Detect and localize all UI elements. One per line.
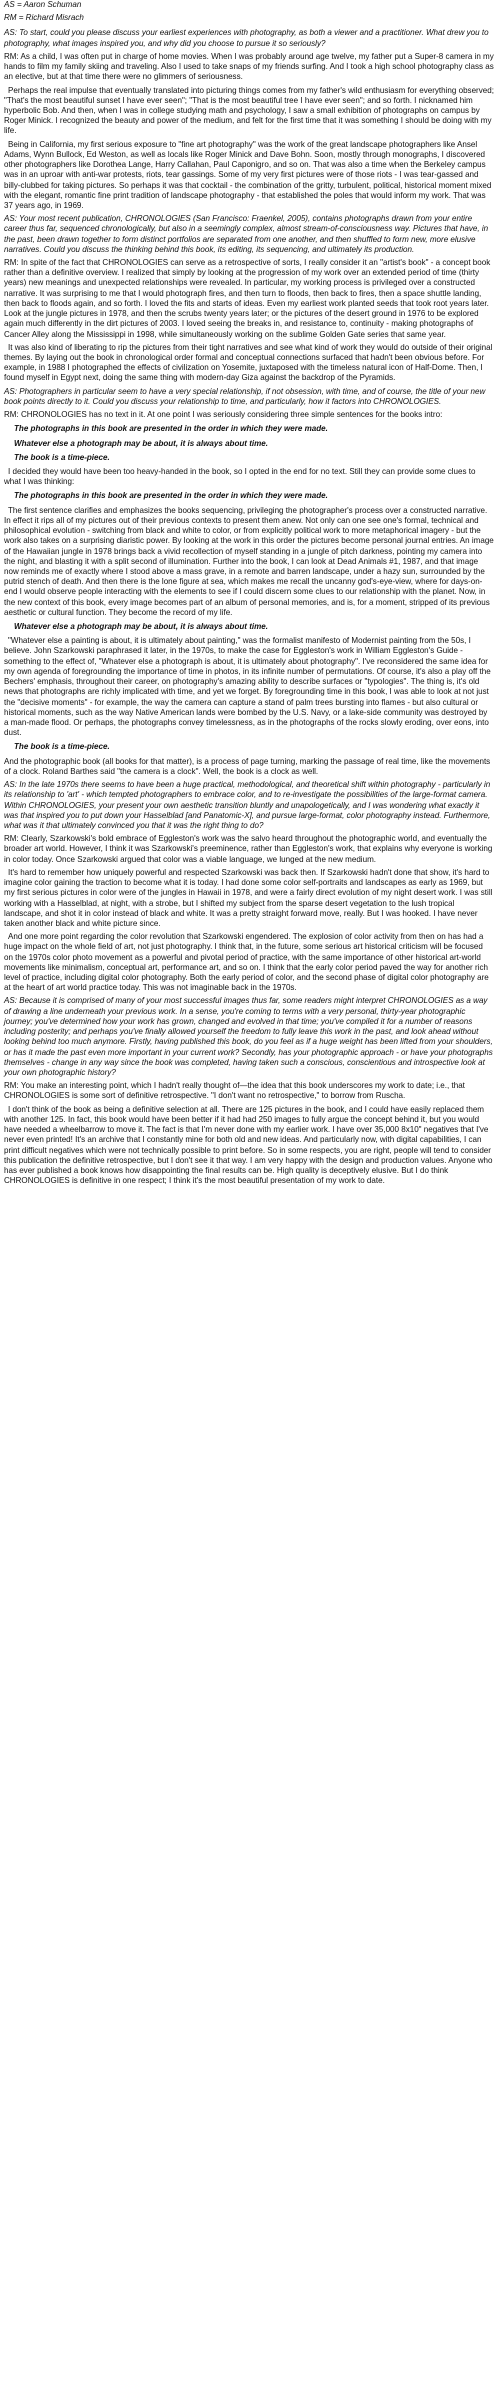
answer-paragraph: Perhaps the real impulse that eventually translated into picturing things comes from my father's wild enthusiasm for everything observed; "That's the most beautiful sunset I have ever seen"; "That is the most beautiful tree I have ever seen"; and so forth. I nicknamed him hyperbolic Bob. And then, when I was in college studying math and psychology, I saw a small exhibition of photographs on campus by Roger Minick. I recognized the beauty and power of the medium, and felt for the first time that it was something I should be doing with my life.	[4, 85, 494, 136]
quoted-statement: Whatever else a photograph may be about, it is always about time.	[14, 438, 268, 448]
quoted-statement: Whatever else a photograph may be about, it is always about time.	[14, 622, 268, 632]
answer-paragraph: RM: CHRONOLOGIES has no text in it. At one point I was seriously considering three simple sentences for the books intro:	[4, 410, 443, 420]
answer-paragraph: It's hard to remember how uniquely powerful and respected Szarkowski was back then. If Szarkowski hadn't done that show, it's hard to imagine color gaining the traction to become what it is today. I had done some color self-portraits and landscapes as early as 1969, but my first serious pictures in color were of the jungles in Hawaii in 1978, and were a fairly direct evolution of my night desert work. I was still working with a Hasselblad, at night, with a strobe, but I shifted my subject from the sparse desert vegetation to the lush tropical landscape, and shot it in color instead of black and white. It was a pretty straight forward move, really. But I was hooked. I have never taken another black and white picture since.	[4, 867, 493, 928]
interviewer-question: AS: Photographers in particular seem to have a very special relationship, if not obsession, with time, and of course, the title of your new book points directly to it. Could you discuss your relationship to time, and particularly, how it factors into CHRONOLOGIES.	[4, 386, 486, 406]
interview-body	[4, 28, 494, 1186]
answer-paragraph: And one more point regarding the color revolution that Szarkowski engendered. The explosion of color activity from then on has had a huge impact on the whole field of art, not just photography. I think that, in the future, some serious art historical criticism will be focused on the 1970s color photo movement as a powerful and pivotal period of practice, with the same importance of other historical art-world movements like minimalism, conceptual art, performance art, and so on. I think that the early color period paved the way for another rich level of practice, including digital color photography. Both the early period of color, and the second phase of digital color photography are at the heart of art world practice today. This was not imaginable back in the 1970s.	[4, 932, 489, 993]
quoted-statement: The photographs in this book are presented in the order in which they were made.	[14, 424, 328, 434]
answer-paragraph: RM: As a child, I was often put in charge of home movies. When I was probably around age twelve, my father put a Super-8 camera in my hands to film my family skiing and traveling. Also I used to take snaps of my friends surfing. And I took a high school photography class as an elective, but at that time there were no glimmers of seriousness.	[4, 51, 494, 82]
answer-paragraph: RM: In spite of the fact that CHRONOLOGIES can serve as a retrospective of sorts, I really consider it an "artist's book" - a concept book rather than a definitive overview. I realized that simply by looking at the progression of my work over an extended period of time (thirty years) new meanings and unexpected relationships were revealed. In particular, my working process is privileged over a constructed narrative. It was surprising to me that I would photograph fires, and then turn to floods, then back to fires, then a space shuttle landing, then back to floods again, and so forth. I loved the fits and starts of ideas. Even my earliest work planted seeds that took root years later. Look at the jungle pictures in 1978, and then the scrubs twenty years later; or the pictures of the desert ground in 1976 to be explored again much differently in the dirt pictures of 2003. I loved seeing the breaks in, and resistance to, continuity - making photographs of Cancer Alley along the Mississippi in 1998, while simultaneously working on the sublime Golden Gate series that same year.	[4, 258, 491, 339]
interviewer-question: AS: Your most recent publication, CHRONOLOGIES (San Francisco: Fraenkel, 2005), contains photographs drawn from your entire career thus far, sequenced chronologically, but also in a seemingly complex, almost stream-of-consciousness way. Pictures that have, in the past, been drawn together to form distinct portfolios are separated from one another, and then shuffled to form new, more elusive narratives. Could you discuss the thinking behind this book, its editing, its sequencing, and ultimately its production.	[4, 214, 489, 254]
interview-document	[0, 0, 500, 1195]
speaker-key-aaron-schuman: AS = Aaron Schuman	[4, 0, 82, 9]
answer-paragraph: "Whatever else a painting is about, it is ultimately about painting," was the formalist manifesto of Modernist painting from the 50s, I believe. John Szarkowski paraphrased it later, in the 1970s, to make the case for Eggleston's work in William Eggleston's Guide - something to the effect of, "Whatever else a photograph is about, it is ultimately about photography". I've reconsidered the same idea for my own agenda of foregrounding the importance of time in photos, in its infinite number of permutations. Of course, it's also a play off the Bechers' emphasis, throughout their career, on photography's amazing ability to describe surfaces or "typologies". The thing is, it's old news that photographs are richly implicated with time, and yet we forget. By foregrounding time in this book, I was able to look at not just the "decisive moments" - for example, the way the camera can capture a stand of palm trees bursting into flames - but also cultural or historical moments, such as the way Native American lands were bombed by the U.S. Navy, or a lake-side community was destroyed by a man-made flood. Or perhaps, the photographs convey timelessness, as in the photographs of the rocks slowly eroding, over eons, into dust.	[4, 636, 491, 738]
interviewer-question: AS: Because it is comprised of many of your most successful images thus far, some readers might interpret CHRONOLOGIES as a way of drawing a line underneath your previous work. In a sense, you're coming to terms with a very personal, thirty-year photographic journey; you've determined how your work has grown, changed and evolved in that time; you've compiled it for a number of reasons including posterity; and perhaps you've finally allowed yourself the freedom to fully leave this work in the past, and look ahead without looking behind too much anymore. Firstly, having published this book, do you feel as if a huge weight has been lifted from your shoulders, or has it made the past even more important in your current work? Secondly, has your photographic approach - or have your photographs themselves - change in any way since the book was completed, having taken such a conscious, conscientious and introspective look at your own photographic history?	[4, 996, 493, 1077]
answer-paragraph: Being in California, my first serious exposure to "fine art photography" was the work of the great landscape photographers like Ansel Adams, Wynn Bullock, Ed Weston, as well as locals like Roger Minick and Dave Bohn. Soon, mostly through monographs, I discovered other photographers like Dorothea Lange, Harry Callahan, Paul Caponigro, and so on. That was also a time when the Berkeley campus was in an uproar with anti-war protests, riots, tear gassings. Some of my very first pictures were of those riots - I was tear-gassed and billy-clubbed for taking pictures. So perhaps it was that cocktail - the combination of the gritty, turbulent, political, historical moment mixed with the elegant, romantic fine print tradition of landscape photography - that established the poles that would inform my work. That was 37 years ago, in 1969.	[4, 139, 492, 210]
answer-paragraph: I decided they would have been too heavy-handed in the book, so I opted in the end for no text. Still they can provide some clues to what I was thinking:	[4, 466, 476, 487]
answer-paragraph: RM: You make an interesting point, which I hadn't really thought of—the idea that this book underscores my work to date; i.e., that CHRONOLOGIES is some sort of definitive retrospective. "I don't want no retrospective," to borrow from Ruscha.	[4, 1081, 465, 1101]
answer-paragraph: The first sentence clarifies and emphasizes the books sequencing, privileging the photographer's process over a constructed narrative. In effect it rips all of my pictures out of their previous contexts to present them anew. Not only can one see one's formal, technical and philosophical evolution - switching from black and white to color, or from explicitly political work to more metaphorical imagery - but the work also takes on a surprising diaristic power. By looking at the work in this order the pictures become personal journal entries. An image of the Hawaiian jungle in 1978 brings back a vivid recollection of myself standing in a jungle of pitch darkness, pointing my camera into the night, and blasting it with a split second of illumination. Further into the book, I can look at Dead Animals #1, 1987, and that image now reminds me of exactly where I stood above a mass grave, in a remote and barren landscape, under a hazy sun, surrounded by the putrid stench of death. And then there is the lone figure at sea, which makes me recall the uncanny god's-eye-view, where for days-on-end I would observe people interacting with the elements to see if I could discern some clues to our relationship with the planet. Now, in the new context of this book, every image becomes part of an album of personal memories, and is, for a moment, stripped of its previous aesthetic or cultural function. They become the record of my life.	[4, 505, 494, 617]
quoted-statement: The photographs in this book are presented in the order in which they were made.	[14, 491, 328, 501]
quoted-statement: The book is a time-piece.	[14, 452, 110, 462]
interviewer-question: AS: To start, could you please discuss your earliest experiences with photography, as both a viewer and a practitioner. What drew you to photography, what images inspired you, and why did you choose to pursue it so seriously?	[4, 28, 489, 48]
answer-paragraph: I don't think of the book as being a definitive selection at all. There are 125 pictures in the book, and I could have easily replaced them with another 125. In fact, this book would have been better if it had had 250 images to fully argue the concept behind it, but you would have needed a wheelbarrow to move it. The fact is that I'm never done with my earlier work. I have over 35,000 8x10" negatives that I've never even printed! It's an archive that I constantly mine for both old and new ideas. And particularly now, with digital capabilities, I can print difficult negatives which were not technically possible to print before. So in some respects, you are right, people will tend to consider this publication the definitive retrospective, but I don't see it that way. I am very happy with the design and production values. Anyone who has ever published a book knows how disappointing the final results can be. High quality is deceptively elusive. But I do think CHRONOLOGIES is definitive in one respect; I think it's the most beautiful presentation of my work to date.	[4, 1104, 493, 1186]
interviewer-question: AS: In the late 1970s there seems to have been a huge practical, methodological, and theoretical shift within photography - particularly in its relationship to 'art' - which tempted photographers to embrace color, and to re-investigate the possibilities of the large-format camera. Within CHRONOLOGIES, your present your own aesthetic transition bluntly and unapologetically, and I was wondering what exactly it was that inspired you to put down your Hasselblad [and Panatomic-X], and pursue large-format, color photography instead. Furthermore, what was it that ultimately convinced you that it was the right thing to do?	[4, 780, 491, 830]
answer-paragraph: It was also kind of liberating to rip the pictures from their tight narratives and see what kind of work they would do outside of their original themes. By laying out the book in chronological order formal and conceptual connections surfaced that hadn't been obvious before. For example, in 1988 I photographed the effects of civilization on Yosemite, juxtaposed with the timeless natural icon of Half-Dome. Then, I found myself in Egypt next, doing the same thing with modern-day Giza against the backdrop of the Pyramids.	[4, 342, 493, 383]
answer-paragraph: And the photographic book (all books for that matter), is a process of page turning, marking the passage of real time, like the movements of a clock. Roland Barthes said "the camera is a clock". Well, the book is a clock as well.	[4, 756, 491, 776]
quoted-statement: The book is a time-piece.	[14, 742, 110, 752]
answer-paragraph: RM: Clearly, Szarkowski's bold embrace of Eggleston's work was the salvo heard throughout the photographic world, and eventually the broader art world. However, I think it was Szarkowski's preeminence, rather than Eggleston's work, that explains why everyone is working in color today. Once Szarkowski argued that color was a viable language, we lunged at the new medium.	[4, 834, 493, 864]
speaker-key-richard-misrach: RM = Richard Misrach	[4, 13, 84, 23]
